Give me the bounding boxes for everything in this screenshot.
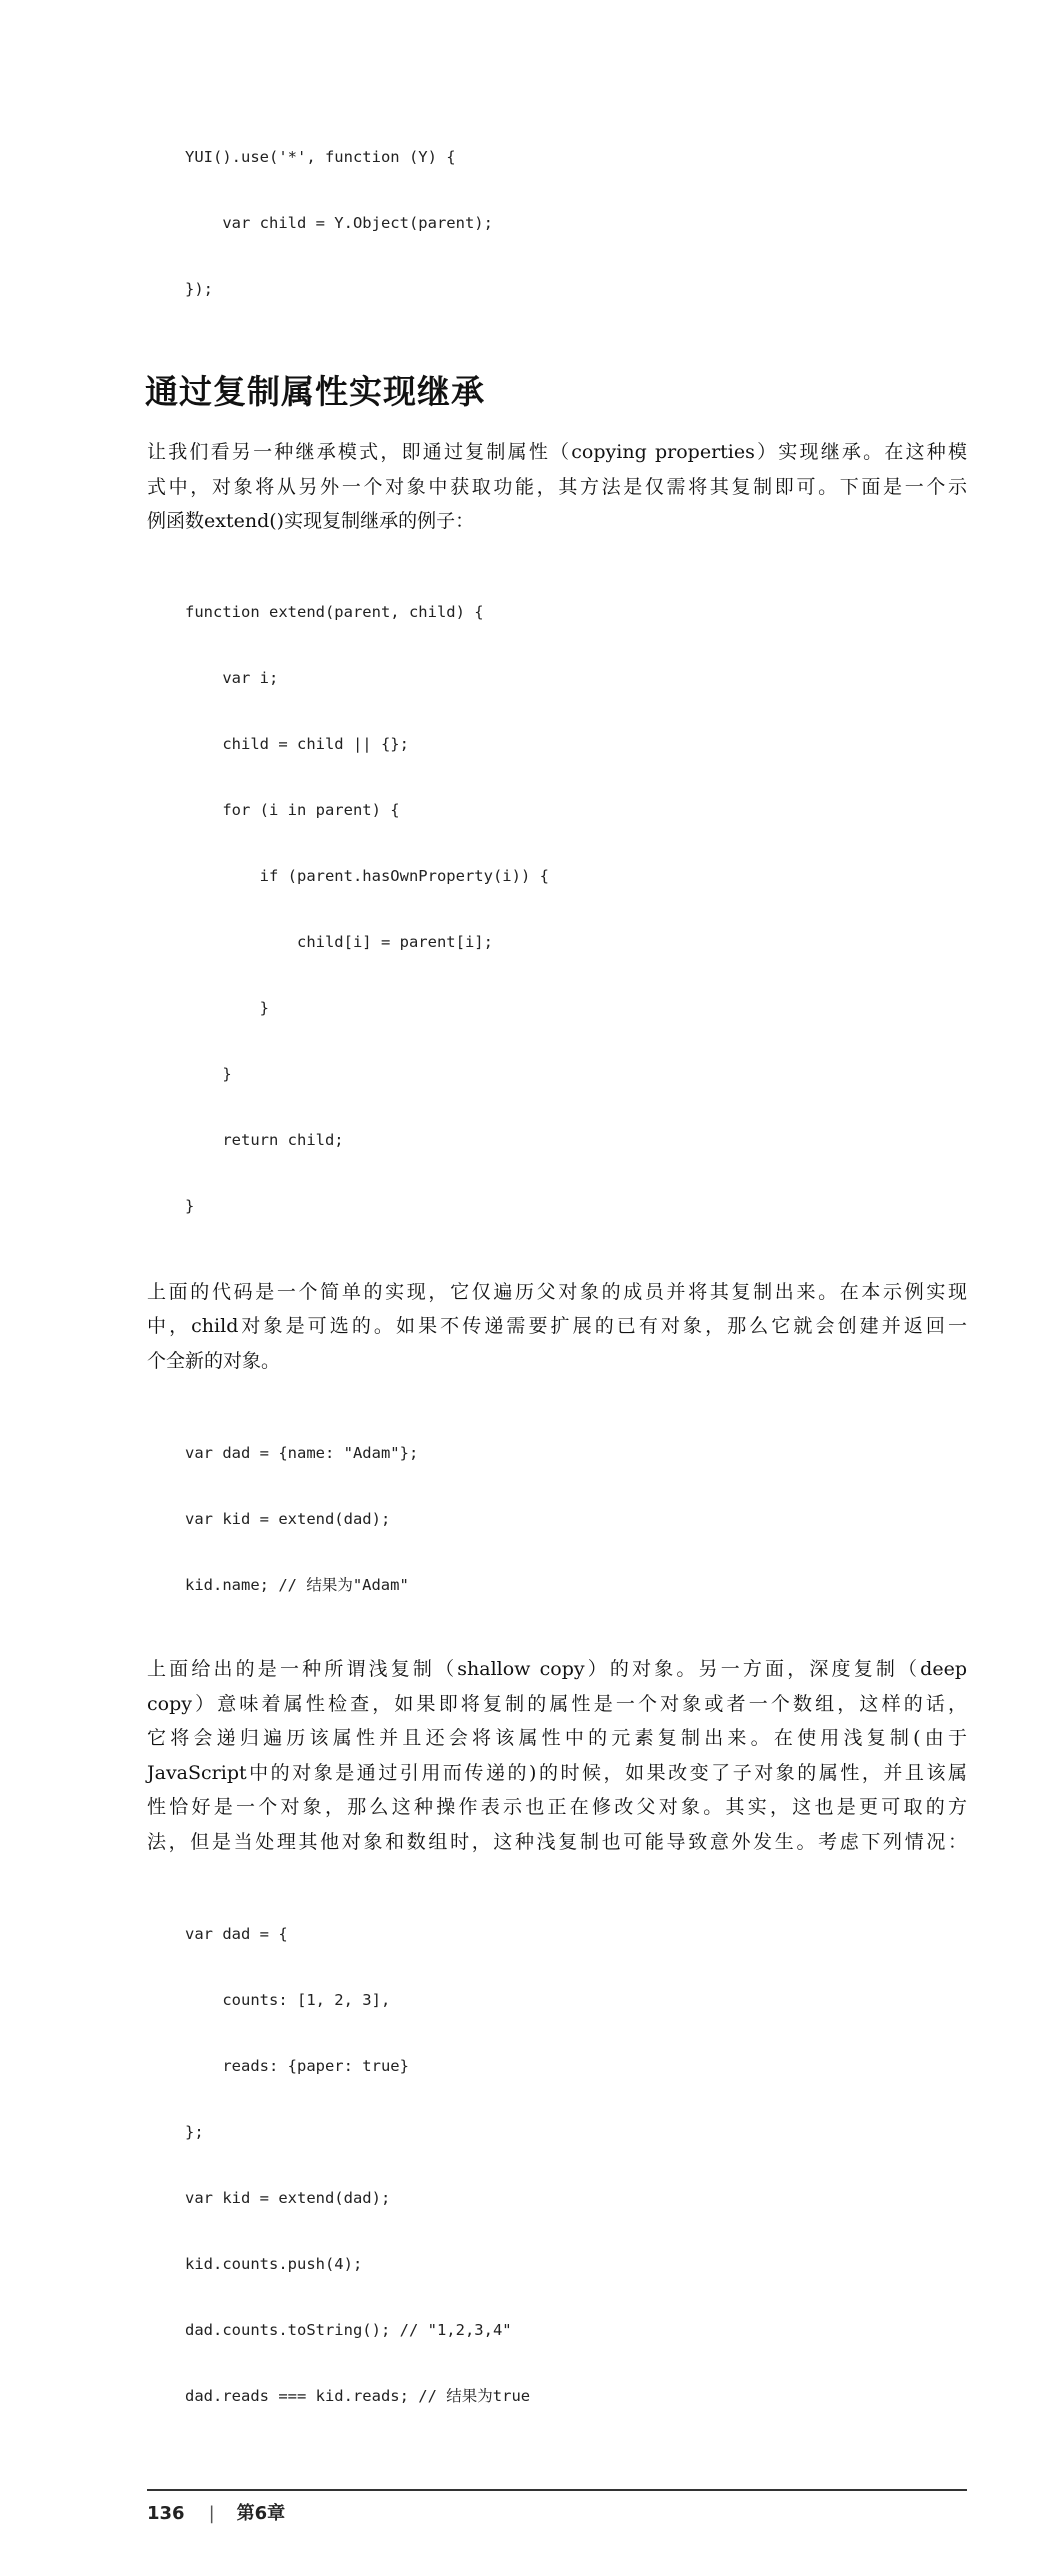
code-line: }; bbox=[185, 2123, 204, 2141]
text-line: 个全新的对象。 bbox=[147, 1349, 281, 1372]
code-line: kid.name; // 结果为"Adam" bbox=[185, 1576, 409, 1594]
chapter-label: 第6章 bbox=[236, 2502, 286, 2524]
code-line: function extend(parent, child) { bbox=[185, 602, 484, 621]
code-block-dad-kid bbox=[185, 1398, 967, 1618]
code-line: YUI().use('*', function (Y) { bbox=[185, 148, 456, 166]
text-line: 上面给出的是一种所谓浅复制（shallow copy）的对象。另一方面，深度复制（deep bbox=[147, 1658, 967, 1680]
text-line: 例函数extend()实现复制继承的例子： bbox=[147, 510, 475, 532]
code-line: counts: [1, 2, 3], bbox=[185, 1991, 391, 2009]
text-line: 性恰好是一个对象，那么这种操作表示也正在修改父对象。其实，这也是更可取的方 bbox=[147, 1796, 967, 1818]
code-line: if (parent.hasOwnProperty(i)) { bbox=[185, 866, 549, 885]
code-block-counts bbox=[185, 1879, 967, 2429]
text-line: JavaScript中的对象是通过引用而传递的)的时候，如果改变了子对象的属性，并且该属 bbox=[147, 1761, 967, 1784]
code-line: var dad = {name: "Adam"}; bbox=[185, 1444, 419, 1462]
footer-separator: | bbox=[208, 2502, 215, 2524]
code-line: child[i] = parent[i]; bbox=[185, 932, 493, 951]
page-number: 136 bbox=[147, 2502, 185, 2524]
paragraph-shallow-copy bbox=[147, 1652, 967, 1859]
footer-rule bbox=[147, 2489, 967, 2491]
code-line: return child; bbox=[185, 1130, 344, 1149]
text-line: 式中，对象将从另外一个对象中获取功能，其方法是仅需将其复制即可。下面是一个示 bbox=[147, 475, 967, 498]
code-line: var child = Y.Object(parent); bbox=[185, 214, 493, 232]
code-line: var kid = extend(dad); bbox=[185, 1510, 391, 1528]
code-line: } bbox=[185, 998, 269, 1017]
text-line: 法，但是当处理其他对象和数组时，这种浅复制也可能导致意外发生。考虑下列情况： bbox=[147, 1830, 967, 1853]
code-line: var i; bbox=[185, 668, 279, 687]
text-line: 让我们看另一种继承模式，即通过复制属性（copying properties）实现继承。在这种模 bbox=[147, 441, 967, 463]
text-line: 上面的代码是一个简单的实现，它仅遍历父对象的成员并将其复制出来。在本示例实现 bbox=[147, 1280, 967, 1303]
code-line: dad.reads === kid.reads; // 结果为true bbox=[185, 2387, 531, 2405]
code-line: for (i in parent) { bbox=[185, 800, 400, 819]
code-line: reads: {paper: true} bbox=[185, 2057, 409, 2075]
code-line: dad.counts.toString(); // "1,2,3,4" bbox=[185, 2321, 512, 2339]
code-line: var dad = { bbox=[185, 1925, 288, 1943]
paragraph-intro bbox=[147, 435, 967, 539]
code-line: } bbox=[185, 1064, 232, 1083]
text-line: copy）意味着属性检查，如果即将复制的属性是一个对象或者一个数组，这样的话， bbox=[147, 1692, 967, 1715]
code-block-yui bbox=[185, 102, 967, 322]
text-line: 它将会递归遍历该属性并且还会将该属性中的元素复制出来。在使用浅复制(由于 bbox=[147, 1727, 967, 1749]
code-line: } bbox=[185, 1196, 195, 1215]
text-line: 中，child对象是可选的。如果不传递需要扩展的已有对象，那么它就会创建并返回一 bbox=[147, 1315, 967, 1337]
code-block-extend bbox=[185, 557, 967, 1239]
section-heading: 通过复制属性实现继承 bbox=[145, 372, 485, 411]
code-line: var kid = extend(dad); bbox=[185, 2189, 391, 2207]
code-line: child = child || {}; bbox=[185, 734, 409, 753]
paragraph-explanation bbox=[147, 1275, 967, 1379]
code-line: kid.counts.push(4); bbox=[185, 2255, 363, 2273]
page-footer bbox=[147, 2501, 967, 2527]
code-line: }); bbox=[185, 280, 213, 298]
